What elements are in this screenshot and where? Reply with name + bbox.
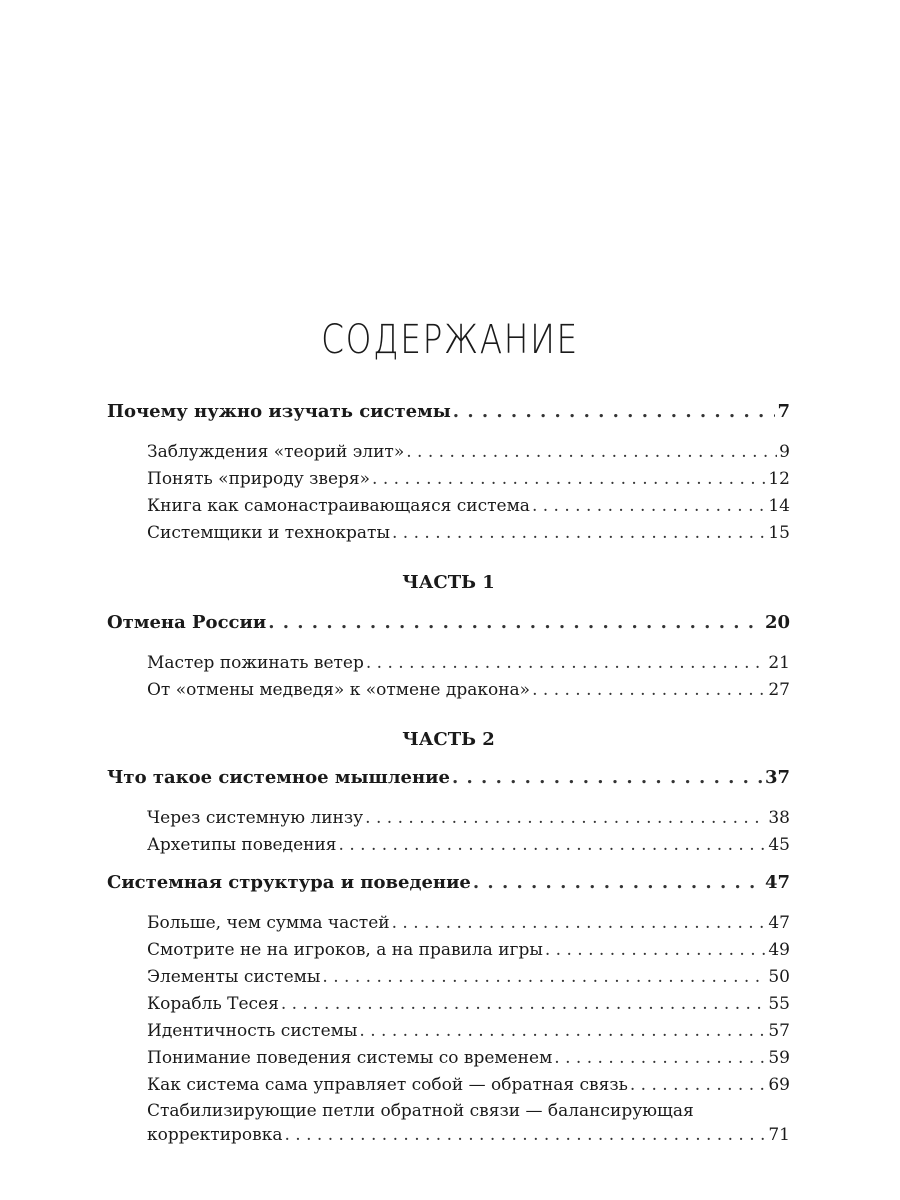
page-number: 38 bbox=[768, 808, 790, 828]
toc-item[interactable] bbox=[107, 937, 790, 964]
page-title: СОДЕРЖАНИЕ bbox=[321, 317, 579, 363]
item-title: Смотрите не на игроков, а на правила игры bbox=[147, 940, 543, 960]
chapter-title: Почему нужно изучать системы bbox=[107, 401, 451, 422]
page-number: 59 bbox=[768, 1048, 790, 1068]
item-title: Как система сама управляет собой — обратная связь bbox=[147, 1075, 628, 1095]
toc-item[interactable] bbox=[107, 964, 790, 991]
item-title: Архетипы поведения bbox=[147, 835, 337, 855]
toc-item[interactable] bbox=[107, 805, 790, 832]
toc-chapter[interactable] bbox=[107, 869, 790, 896]
page-number: 45 bbox=[768, 835, 790, 855]
dot-leader bbox=[339, 832, 767, 859]
table-of-contents bbox=[107, 398, 790, 1147]
toc-item[interactable] bbox=[107, 439, 790, 466]
item-title: Понять «природу зверя» bbox=[147, 469, 371, 489]
dot-leader bbox=[392, 520, 766, 547]
item-title: Понимание поведения системы со временем bbox=[147, 1048, 553, 1068]
item-title: Через системную линзу bbox=[147, 808, 364, 828]
page-number: 7 bbox=[777, 401, 790, 422]
chapter-title: Что такое системное мышление bbox=[107, 767, 450, 788]
toc-item[interactable] bbox=[107, 1072, 790, 1099]
dot-leader bbox=[268, 609, 763, 636]
toc-item[interactable] bbox=[107, 677, 790, 704]
part-heading: ЧАСТЬ 1 bbox=[402, 572, 495, 593]
dot-leader bbox=[453, 398, 776, 425]
dot-leader bbox=[365, 805, 766, 832]
toc-chapter-intro[interactable] bbox=[107, 398, 790, 425]
item-title: Мастер пожинать ветер bbox=[147, 653, 364, 673]
page-number: 20 bbox=[764, 612, 790, 633]
page-number: 27 bbox=[768, 680, 790, 700]
toc-chapter[interactable] bbox=[107, 764, 790, 791]
dot-leader bbox=[532, 677, 766, 704]
chapter-title: Отмена России bbox=[107, 612, 267, 633]
dot-leader bbox=[285, 1123, 767, 1147]
toc-item[interactable] bbox=[107, 520, 790, 547]
dot-leader bbox=[406, 439, 777, 466]
item-title: Книга как самонастраивающаяся система bbox=[147, 496, 530, 516]
toc-item[interactable] bbox=[107, 1045, 790, 1072]
item-title: Заблуждения «теорий элит» bbox=[147, 442, 405, 462]
toc-item[interactable] bbox=[107, 650, 790, 677]
dot-leader bbox=[473, 869, 763, 896]
item-title: Системщики и технократы bbox=[147, 523, 390, 543]
page-number: 57 bbox=[768, 1021, 790, 1041]
dot-leader bbox=[452, 764, 763, 791]
page-number: 14 bbox=[768, 496, 790, 516]
page-number: 69 bbox=[768, 1075, 790, 1095]
item-title-continued: корректировка bbox=[147, 1125, 283, 1145]
dot-leader bbox=[359, 1018, 766, 1045]
page-number: 47 bbox=[768, 913, 790, 933]
item-title: Идентичность системы bbox=[147, 1021, 358, 1041]
chapter-title: Системная структура и поведение bbox=[107, 872, 471, 893]
page-number: 21 bbox=[768, 653, 790, 673]
item-title: Больше, чем сумма частей bbox=[147, 913, 390, 933]
dot-leader bbox=[281, 991, 767, 1018]
item-title: Корабль Тесея bbox=[147, 994, 279, 1014]
toc-chapter[interactable] bbox=[107, 609, 790, 636]
page-number: 47 bbox=[764, 872, 790, 893]
dot-leader bbox=[322, 964, 766, 991]
toc-item[interactable] bbox=[107, 832, 790, 859]
page-number: 9 bbox=[779, 442, 790, 462]
dot-leader bbox=[630, 1072, 767, 1099]
page-number: 49 bbox=[768, 940, 790, 960]
dot-leader bbox=[532, 493, 766, 520]
page-number: 12 bbox=[768, 469, 790, 489]
page-number: 37 bbox=[764, 767, 790, 788]
toc-item[interactable] bbox=[107, 991, 790, 1018]
item-title: Элементы системы bbox=[147, 967, 321, 987]
page-number: 50 bbox=[768, 967, 790, 987]
page-number: 55 bbox=[768, 994, 790, 1014]
dot-leader bbox=[366, 650, 767, 677]
toc-item[interactable] bbox=[107, 493, 790, 520]
toc-item[interactable] bbox=[107, 910, 790, 937]
item-title: От «отмены медведя» к «отмене дракона» bbox=[147, 680, 531, 700]
dot-leader bbox=[554, 1045, 766, 1072]
toc-item[interactable] bbox=[107, 1099, 790, 1147]
dot-leader bbox=[372, 466, 766, 493]
item-title: Стабилизирующие петли обратной связи — балансирующая bbox=[147, 1101, 694, 1121]
part-heading: ЧАСТЬ 2 bbox=[402, 729, 495, 750]
toc-item[interactable] bbox=[107, 466, 790, 493]
page-number: 15 bbox=[768, 523, 790, 543]
dot-leader bbox=[392, 910, 767, 937]
dot-leader bbox=[545, 937, 767, 964]
page-number: 71 bbox=[768, 1125, 790, 1145]
toc-item[interactable] bbox=[107, 1018, 790, 1045]
